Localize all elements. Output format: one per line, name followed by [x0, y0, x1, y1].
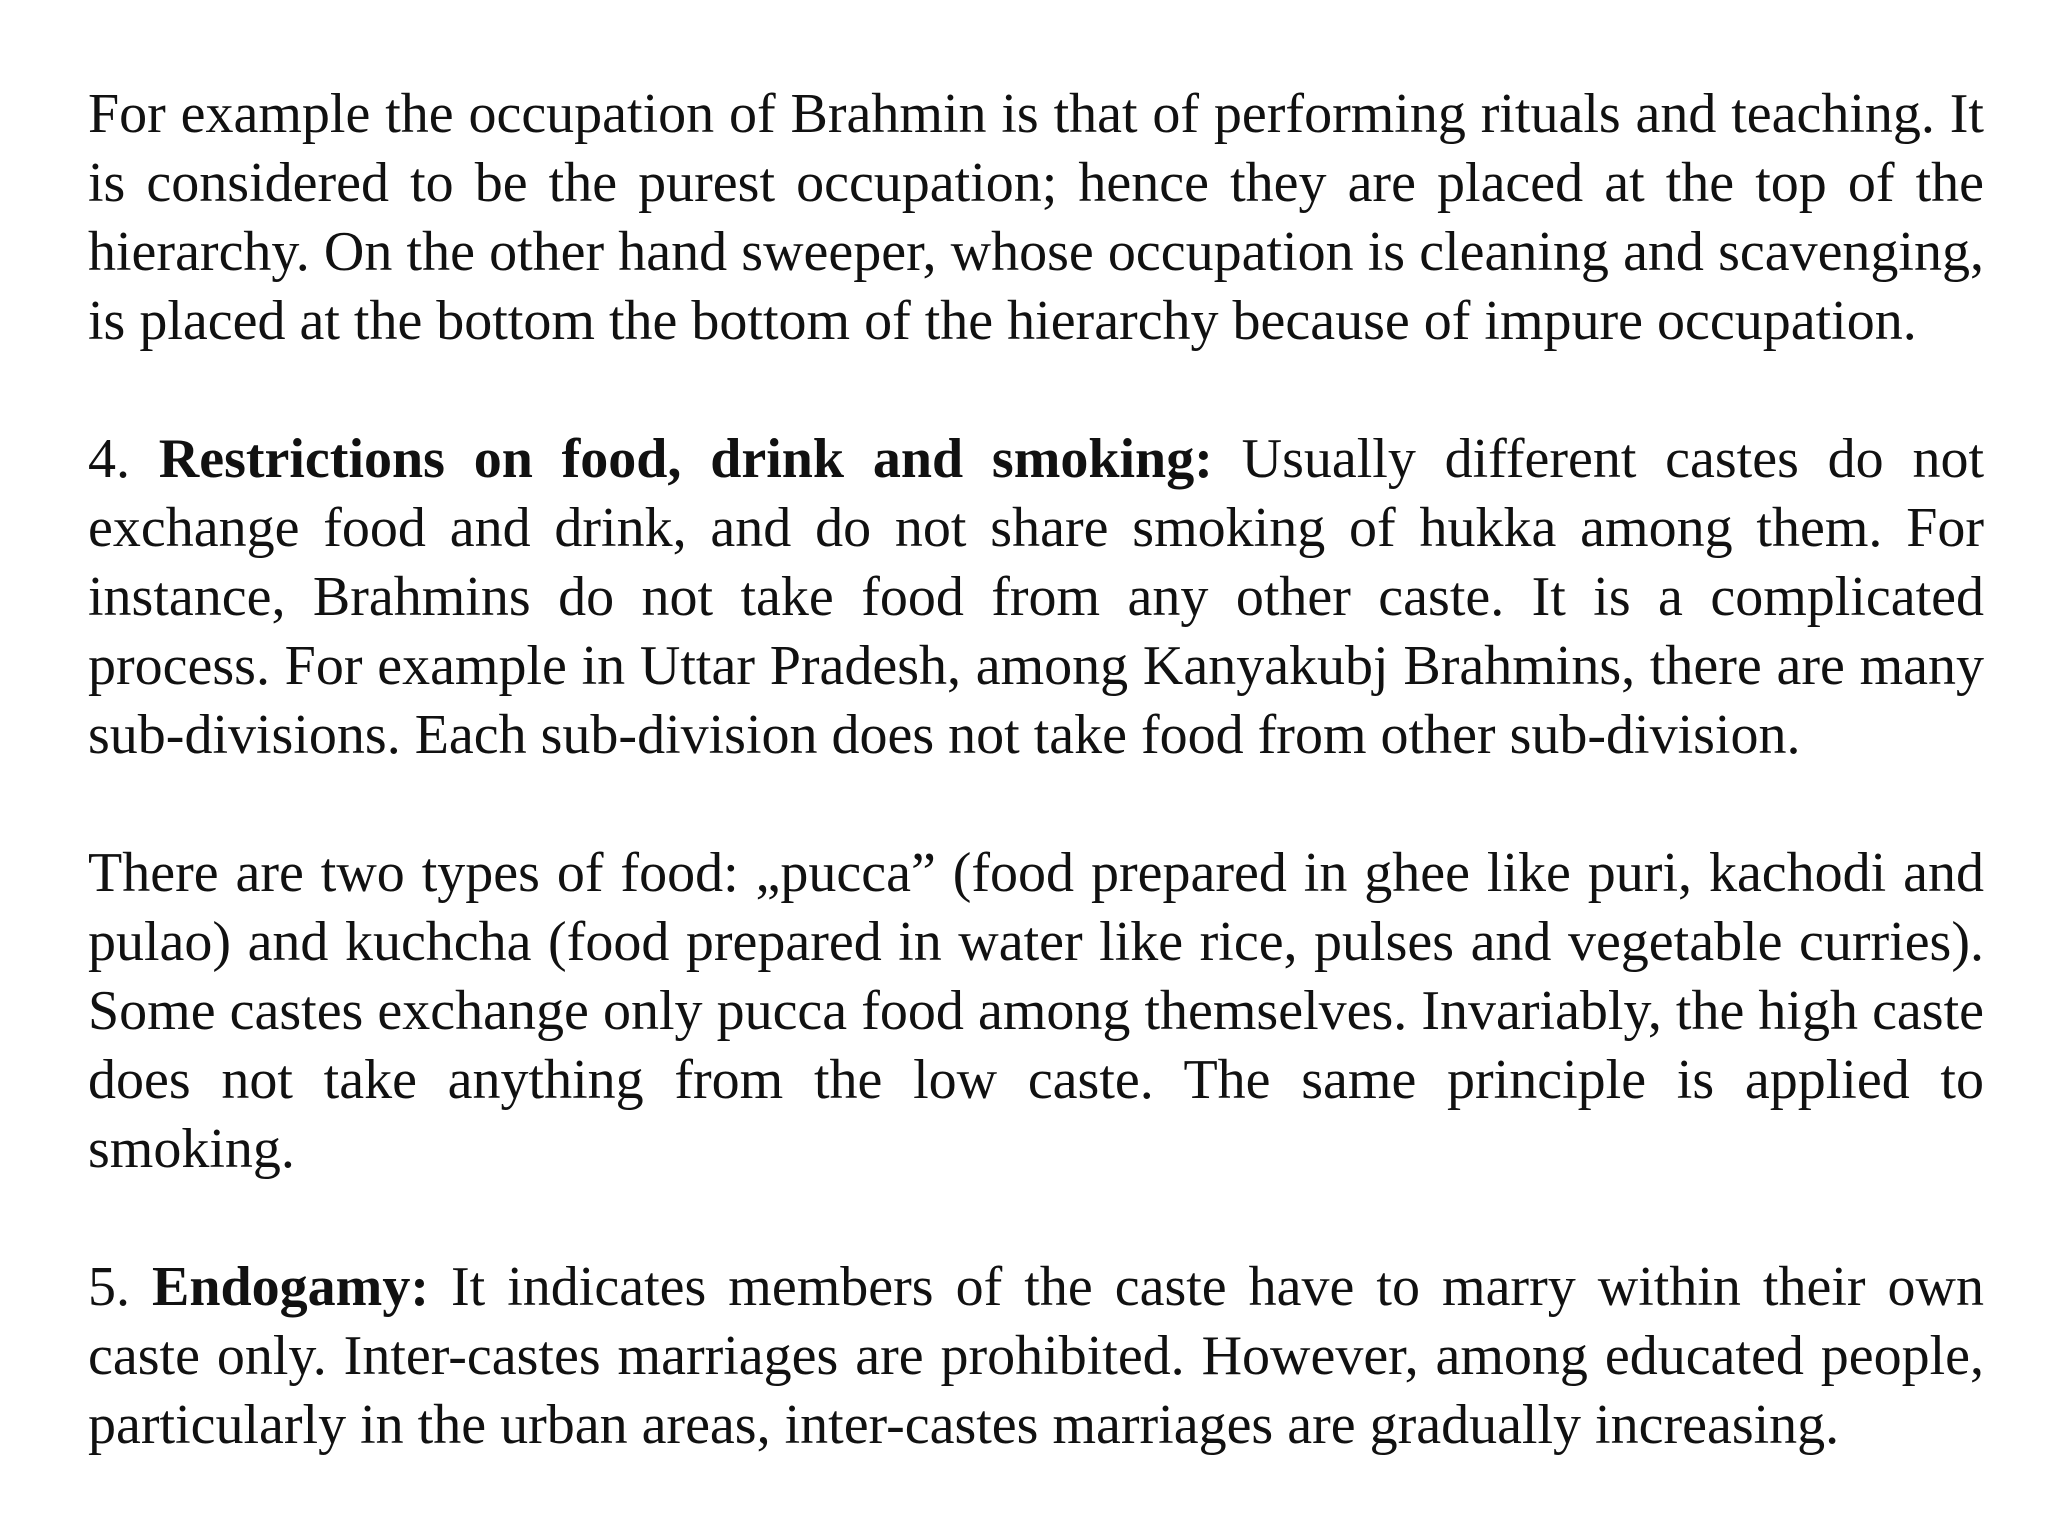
paragraph-body: It indicates members of the caste have to marry within their own caste only. Inter-castes marriages are prohibited. However, among educated people, particularly in the urban areas, inter-castes marriages are gradually increasing.	[88, 1256, 1984, 1456]
item-number: 4.	[88, 428, 159, 490]
item-number: 5.	[88, 1256, 153, 1318]
section-heading-endogamy: Endogamy:	[152, 1256, 429, 1318]
paragraph-food-types: There are two types of food: „pucca” (food prepared in ghee like puri, kachodi and pulao) and kuchcha (food prepared in water like rice, pulses and vegetable curries). Some castes exchange only pucca food among themselves. Invariably, the high caste does not take anything from the low caste. The same principle is applied to smoking.	[88, 842, 1984, 1180]
paragraph-food-restrictions	[88, 425, 1984, 770]
paragraph-occupation: For example the occupation of Brahmin is that of performing rituals and teaching. It is considered to be the purest occupation; hence they are placed at the top of the hierarchy. On the other hand sweeper, whose occupation is cleaning and scavenging, is placed at the bottom the bottom of the hierarchy because of impure occupation.	[88, 83, 1984, 352]
document-page	[88, 80, 1984, 1529]
paragraph-endogamy	[88, 1253, 1984, 1460]
section-heading-restrictions: Restrictions on food, drink and smoking:	[158, 428, 1213, 490]
paragraph-body: Usually different castes do not exchange food and drink, and do not share smoking of hukka among them. For instance, Brahmins do not take food from any other caste. It is a complicated process. For example in Uttar Pradesh, among Kanyakubj Brahmins, there are many sub-divisions. Each sub-division does not take food from other sub-division.	[88, 428, 1984, 766]
